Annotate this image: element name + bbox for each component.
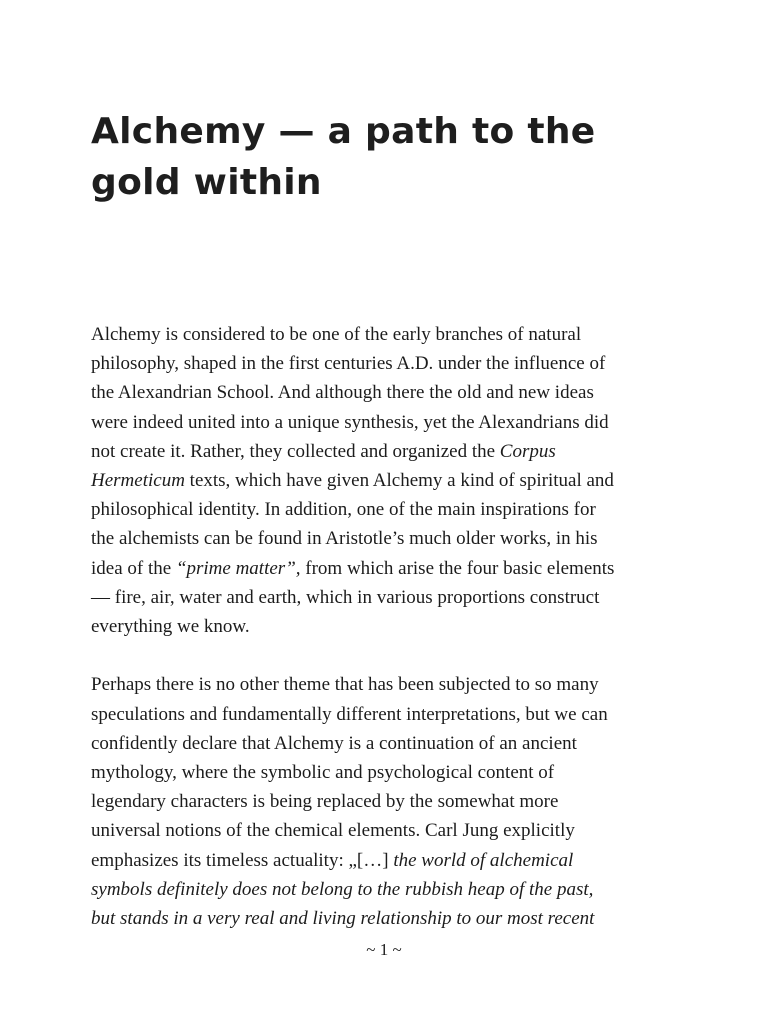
text-line [91, 466, 691, 495]
text-line [91, 875, 691, 904]
paragraph-2 [91, 670, 691, 933]
paragraph-1 [91, 320, 691, 641]
text-line: — fire, air, water and earth, which in various proportions construct [91, 586, 600, 608]
text-line [91, 554, 691, 583]
body-text [91, 320, 691, 933]
text-line: legendary characters is being replaced by the somewhat more [91, 791, 559, 813]
text-line [91, 904, 691, 933]
text-line: philosophy, shaped in the first centuries A.D. under the influence of [91, 353, 606, 375]
page-title [91, 106, 691, 208]
text-line: confidently declare that Alchemy is a continuation of an ancient [91, 732, 577, 754]
text-line: Alchemy is considered to be one of the early branches of natural [91, 324, 582, 345]
text-line: speculations and fundamentally different interpretations, but we can [91, 703, 608, 725]
italic-quote: the world of alchemical [393, 849, 574, 871]
text-line [91, 437, 691, 466]
text-span: idea of the [91, 557, 176, 579]
italic-quote: symbols definitely does not belong to the rubbish heap of the past, [91, 878, 594, 900]
text-line: the alchemists can be found in Aristotle’s much older works, in his [91, 528, 598, 550]
italic-term: Hermeticum [91, 470, 185, 492]
title-line-1: Alchemy — a path to the [91, 111, 596, 152]
text-line: universal notions of the chemical elements. Carl Jung explicitly [91, 820, 575, 842]
text-line: philosophical identity. In addition, one of the main inspirations for [91, 499, 596, 521]
text-line: were indeed united into a unique synthesis, yet the Alexandrians did [91, 411, 609, 433]
paragraph-spacer [91, 641, 691, 670]
text-line: everything we know. [91, 616, 250, 638]
title-line-2: gold within [91, 162, 322, 203]
italic-quote: but stands in a very real and living relationship to our most recent [91, 908, 595, 930]
text-span: from which arise the four basic elements [300, 557, 615, 579]
text-span: texts, which have given Alchemy a kind of spiritual and [184, 470, 614, 492]
page-number: ~ 1 ~ [366, 940, 402, 959]
text-line: Perhaps there is no other theme that has been subjected to so many [91, 674, 599, 696]
italic-term: Corpus [499, 440, 556, 462]
text-line: mythology, where the symbolic and psychological content of [91, 762, 555, 784]
text-span: not create it. Rather, they collected and organized the [91, 440, 500, 462]
text-line [91, 846, 691, 875]
italic-term: “prime matter”, [175, 557, 301, 579]
text-span: emphasizes its timeless actuality: „[…] [91, 849, 394, 871]
text-line: the Alexandrian School. And although there the old and new ideas [91, 382, 594, 404]
